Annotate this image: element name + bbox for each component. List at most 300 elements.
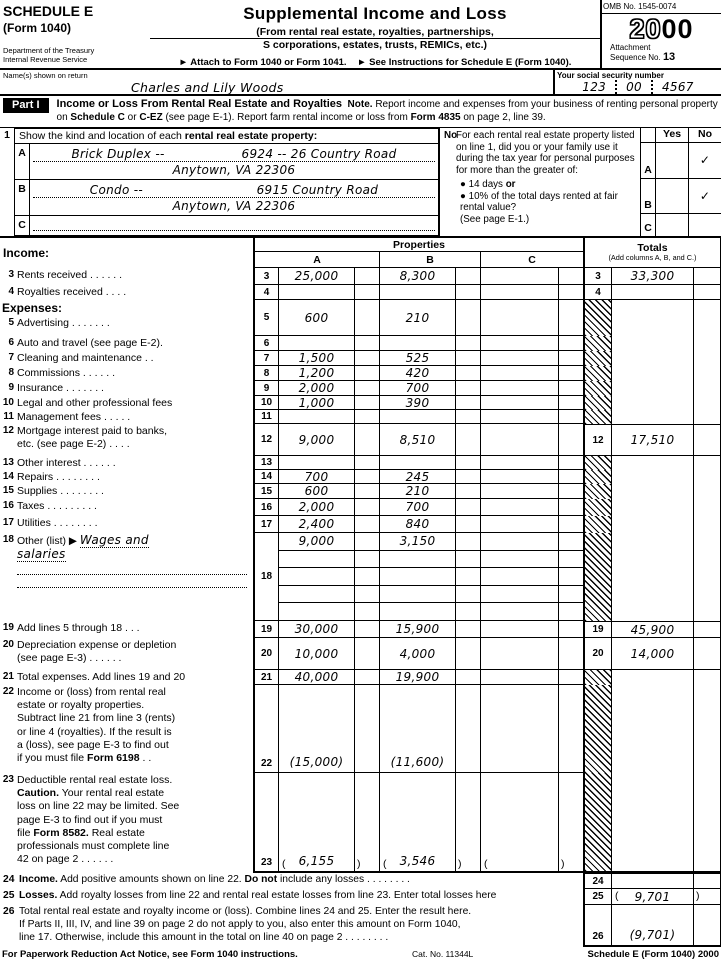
amount-cell-6-c[interactable] — [480, 336, 558, 351]
row-number-box-18: 18 — [253, 533, 278, 621]
cents-cell-8-c[interactable] — [558, 366, 583, 381]
line2-see-note: (See page E-1.) — [460, 213, 530, 225]
amount-cell-20-c[interactable] — [480, 638, 558, 670]
sub-cell[interactable] — [559, 551, 583, 569]
label-wrap — [0, 337, 253, 351]
sub-cell[interactable] — [559, 533, 583, 551]
amount-cell-20-total[interactable] — [612, 638, 693, 670]
cents-cell-18-b[interactable] — [455, 533, 480, 621]
cents-cell-21-b[interactable] — [455, 670, 480, 685]
amount-cell-19-total[interactable] — [612, 621, 693, 638]
totals-empty-cents-15 — [693, 484, 721, 499]
cents-cell-20-a[interactable] — [354, 638, 379, 670]
form-subtitle — [150, 26, 600, 51]
property-entry[interactable] — [30, 216, 438, 235]
value-8-b[interactable]: 420 — [405, 366, 430, 380]
amount-cell-22-a[interactable] — [278, 685, 354, 773]
property-kind[interactable]: Brick Duplex -- — [71, 146, 165, 161]
amount-cell-15-a[interactable] — [278, 484, 354, 499]
amount-cell-12-c[interactable] — [480, 424, 558, 456]
other-entry-blank[interactable] — [17, 575, 247, 588]
yes-cell-C[interactable] — [655, 214, 688, 236]
amount-cell-14-a[interactable] — [278, 470, 354, 484]
cents-cell-20-c[interactable] — [558, 638, 583, 670]
property-entry[interactable] — [30, 144, 438, 179]
sub-cell[interactable] — [481, 603, 558, 620]
yes-column-header: Yes — [655, 128, 688, 142]
sub-cell[interactable] — [380, 568, 455, 586]
value-17-b[interactable]: 840 — [405, 517, 430, 531]
label-segment: Total rental real estate and royalty income or (loss). Combine lines 24 and 25. Enter the result here. — [19, 906, 472, 917]
cents-cell-4-total[interactable] — [693, 285, 721, 300]
value-15-a[interactable]: 600 — [304, 484, 329, 498]
amount-cell-10-b[interactable] — [379, 396, 455, 410]
value-9-b[interactable]: 700 — [405, 381, 430, 395]
amount-cell-22-b[interactable] — [379, 685, 455, 773]
total-value-3[interactable]: 33,300 — [630, 269, 675, 283]
sub-cell[interactable] — [355, 568, 379, 586]
sub-cell[interactable] — [279, 568, 354, 586]
cents-cell-19-c[interactable] — [558, 621, 583, 638]
cents-cell-7-c[interactable] — [558, 351, 583, 366]
value-9-a[interactable]: 2,000 — [298, 381, 335, 395]
amount-cell-21-b[interactable] — [379, 670, 455, 685]
amount-cell-9-c[interactable] — [480, 381, 558, 396]
value-19-a[interactable]: 30,000 — [294, 622, 339, 636]
cents-cell-11-b[interactable] — [455, 410, 480, 424]
amount-cell-6-a[interactable] — [278, 336, 354, 351]
cents-cell-4-c[interactable] — [558, 285, 583, 300]
property-row-C — [15, 216, 438, 235]
amount-cell-16-c[interactable] — [480, 499, 558, 516]
expenses-heading: Expenses: — [2, 301, 63, 315]
name-value[interactable]: Charles and Lily Woods — [131, 80, 284, 95]
column-c-header[interactable]: C — [480, 252, 583, 268]
sub-cell[interactable] — [355, 603, 379, 620]
value-10-a[interactable]: 1,000 — [298, 396, 335, 410]
sub-cell[interactable] — [355, 551, 379, 569]
value-23-b[interactable]: 3,546 — [399, 854, 436, 868]
table-row-line-11 — [0, 410, 721, 424]
value-14-a[interactable]: 700 — [304, 470, 329, 484]
value-7-b[interactable]: 525 — [405, 351, 430, 365]
cents-cell-24-total[interactable] — [693, 873, 721, 889]
property-address-2[interactable] — [33, 198, 435, 216]
amount-cell-9-a[interactable] — [278, 381, 354, 396]
property-address-1[interactable]: 6924 -- 26 Country Road — [241, 146, 397, 161]
line2-bullets — [456, 179, 636, 214]
amount-cell-15-c[interactable] — [480, 484, 558, 499]
value-3-a[interactable]: 25,000 — [294, 269, 339, 283]
amount-cell-8-a[interactable] — [278, 366, 354, 381]
value-17-a[interactable]: 2,400 — [298, 517, 335, 531]
label-segment: Management fees . . . . . — [17, 411, 131, 423]
sub-cell[interactable] — [380, 586, 455, 604]
cents-cell-8-a[interactable] — [354, 366, 379, 381]
ssn-part-2[interactable]: 00 — [626, 80, 642, 94]
amount-cell-7-c[interactable] — [480, 351, 558, 366]
amount-cell-11-c[interactable] — [480, 410, 558, 424]
value-20-b[interactable]: 4,000 — [399, 646, 436, 661]
cents-cell-16-a[interactable] — [354, 499, 379, 516]
amount-cell-11-b[interactable] — [379, 410, 455, 424]
line1-area — [0, 128, 440, 236]
sub-cell[interactable] — [456, 586, 480, 604]
totals-empty-cents-6 — [693, 336, 721, 351]
sub-cell[interactable] — [456, 533, 480, 551]
property-address-2[interactable] — [33, 162, 435, 180]
totals-empty-15 — [612, 484, 693, 499]
printed-paren-close: ) — [357, 858, 361, 870]
sub-cell[interactable] — [559, 603, 583, 620]
amount-cell-23-a[interactable] — [278, 773, 354, 873]
sub-cell[interactable] — [481, 568, 558, 586]
cents-cell-7-a[interactable] — [354, 351, 379, 366]
cents-cell-13-a[interactable] — [354, 456, 379, 470]
cents-cell-17-c[interactable] — [558, 516, 583, 533]
label-segment: Subtract line 21 from line 3 (rents) — [17, 712, 176, 725]
amount-cell-20-a[interactable] — [278, 638, 354, 670]
label-wrap — [0, 774, 253, 873]
value-22-a[interactable]: (15,000) — [289, 755, 344, 769]
cents-cell-9-a[interactable] — [354, 381, 379, 396]
amount-cell-15-b[interactable] — [379, 484, 455, 499]
amount-cell-24-total[interactable] — [612, 873, 693, 889]
cents-cell-18-c[interactable] — [558, 533, 583, 621]
property-kind-location[interactable] — [33, 144, 435, 162]
column-a-header[interactable]: A — [253, 252, 379, 268]
cents-cell-16-c[interactable] — [558, 499, 583, 516]
sub-cell[interactable] — [481, 533, 558, 551]
amount-cell-21-c[interactable] — [480, 670, 558, 685]
value-5-b[interactable]: 210 — [405, 310, 430, 325]
cents-cell-10-c[interactable] — [558, 396, 583, 410]
part1-title: Income or Loss From Rental Real Estate and Royalties — [56, 98, 342, 110]
value-23-a[interactable]: 6,155 — [298, 854, 335, 868]
table-row-line-8 — [0, 366, 721, 381]
amount-cell-19-a[interactable] — [278, 621, 354, 638]
cents-cell-12-c[interactable] — [558, 424, 583, 456]
amount-cell-11-a[interactable] — [278, 410, 354, 424]
label-wrap — [0, 317, 253, 336]
cents-cell-3-total[interactable] — [693, 268, 721, 285]
cents-cell-7-b[interactable] — [455, 351, 480, 366]
sub-cell[interactable] — [559, 586, 583, 604]
value-16-a[interactable]: 2,000 — [298, 500, 335, 514]
amount-cell-10-c[interactable] — [480, 396, 558, 410]
value-14-b[interactable]: 245 — [405, 470, 430, 484]
totals-empty-8 — [612, 366, 693, 381]
cents-cell-6-b[interactable] — [455, 336, 480, 351]
amount-cell-18-a[interactable] — [278, 533, 354, 621]
amount-cell-25-total[interactable] — [612, 889, 693, 905]
cents-cell-22-a[interactable] — [354, 685, 379, 773]
cents-cell-19-a[interactable] — [354, 621, 379, 638]
amount-cell-8-c[interactable] — [480, 366, 558, 381]
amount-cell-17-c[interactable] — [480, 516, 558, 533]
cents-cell-16-b[interactable] — [455, 499, 480, 516]
part1-note-form4835: Form 4835 — [410, 112, 461, 123]
label-segment: Income. — [19, 874, 58, 885]
value-3-b[interactable]: 8,300 — [399, 269, 436, 283]
sub-cell[interactable] — [481, 586, 558, 604]
label-segment: Form 8582. — [33, 826, 89, 839]
cents-cell-10-b[interactable] — [455, 396, 480, 410]
cents-cell-5-b[interactable] — [455, 300, 480, 336]
amount-cell-4-c[interactable] — [480, 285, 558, 300]
table-row-line-15 — [0, 484, 721, 499]
cents-cell-15-b[interactable] — [455, 484, 480, 499]
cents-cell-14-a[interactable] — [354, 470, 379, 484]
cents-cell-23-b[interactable] — [455, 773, 480, 873]
amount-cell-3-total[interactable] — [612, 268, 693, 285]
cents-cell-23-c[interactable] — [558, 773, 583, 873]
value-5-a[interactable]: 600 — [304, 310, 329, 325]
amount-cell-4-total[interactable] — [612, 285, 693, 300]
amount-cell-9-b[interactable] — [379, 381, 455, 396]
cents-cell-4-a[interactable] — [354, 285, 379, 300]
value-12-a[interactable]: 9,000 — [298, 432, 335, 447]
property-entry-line-empty[interactable] — [33, 221, 435, 231]
cents-cell-14-c[interactable] — [558, 470, 583, 484]
other-entry-blank[interactable] — [17, 562, 247, 575]
amount-cell-10-a[interactable] — [278, 396, 354, 410]
property-address-2-text[interactable]: Anytown, VA 22306 — [172, 162, 296, 177]
cents-cell-15-c[interactable] — [558, 484, 583, 499]
no-cell-A[interactable] — [688, 143, 721, 178]
value-10-b[interactable]: 390 — [405, 396, 430, 410]
no-cell-B[interactable] — [688, 179, 721, 214]
value-19-b[interactable]: 15,900 — [395, 622, 440, 636]
part1-text — [57, 98, 718, 126]
cents-cell-3-c[interactable] — [558, 268, 583, 285]
sub-cell[interactable] — [456, 551, 480, 569]
amount-cell-12-total[interactable] — [612, 424, 693, 456]
amount-cell-26-total[interactable] — [612, 905, 693, 947]
cents-cell-25-total[interactable] — [693, 889, 721, 905]
totals-line-number: 25 — [583, 889, 612, 905]
amount-cell-19-b[interactable] — [379, 621, 455, 638]
total-value-26[interactable]: (9,701) — [629, 928, 676, 942]
amount-cell-22-c[interactable] — [480, 685, 558, 773]
cents-cell-4-b[interactable] — [455, 285, 480, 300]
amount-cell-7-b[interactable] — [379, 351, 455, 366]
subtitle-line-2: S corporations, estates, trusts, REMICs, etc.) — [262, 39, 488, 51]
total-value-20[interactable]: 14,000 — [630, 646, 675, 661]
total-value-25[interactable]: 9,701 — [634, 889, 671, 904]
cents-cell-22-c[interactable] — [558, 685, 583, 773]
total-value-12[interactable]: 17,510 — [630, 433, 675, 447]
no-cell-C[interactable] — [688, 214, 721, 236]
cents-cell-23-a[interactable] — [354, 773, 379, 873]
cents-cell-26-total[interactable] — [693, 905, 721, 947]
amount-cell-5-c[interactable] — [480, 300, 558, 336]
amount-cell-17-a[interactable] — [278, 516, 354, 533]
amount-cell-19-c[interactable] — [480, 621, 558, 638]
cents-cell-11-a[interactable] — [354, 410, 379, 424]
amount-cell-6-b[interactable] — [379, 336, 455, 351]
check-mark-icon: ✓ — [699, 153, 711, 168]
cents-cell-17-b[interactable] — [455, 516, 480, 533]
amount-cell-13-a[interactable] — [278, 456, 354, 470]
amount-cell-12-b[interactable] — [379, 424, 455, 456]
label-wrap — [0, 534, 253, 621]
cents-cell-3-a[interactable] — [354, 268, 379, 285]
value-20-a[interactable]: 10,000 — [294, 646, 339, 661]
table-header — [0, 238, 721, 268]
cents-cell-20-total[interactable] — [693, 638, 721, 670]
value-21-b[interactable]: 19,900 — [395, 670, 440, 684]
sub-cell[interactable] — [279, 533, 354, 551]
cents-cell-13-b[interactable] — [455, 456, 480, 470]
value-18-b[interactable]: 3,150 — [399, 534, 436, 549]
row-number-box-10: 10 — [253, 396, 278, 410]
cents-cell-12-b[interactable] — [455, 424, 480, 456]
sub-cell[interactable] — [559, 568, 583, 586]
other-entry-2[interactable]: salaries — [17, 547, 66, 562]
yes-cell-A[interactable] — [655, 143, 688, 178]
sub-cell[interactable] — [481, 551, 558, 569]
cents-cell-12-total[interactable] — [693, 424, 721, 456]
row-number-box-14: 14 — [253, 470, 278, 484]
amount-cell-8-b[interactable] — [379, 366, 455, 381]
amount-cell-16-b[interactable] — [379, 499, 455, 516]
cents-cell-9-b[interactable] — [455, 381, 480, 396]
totals-empty-cents-11 — [693, 410, 721, 424]
cents-cell-5-a[interactable] — [354, 300, 379, 336]
row-number-box-20: 20 — [253, 638, 278, 670]
property-kind[interactable]: Condo -- — [89, 182, 143, 197]
yes-cell-B[interactable] — [655, 179, 688, 214]
sub-cell[interactable] — [456, 568, 480, 586]
other-entry-1[interactable]: Wages and — [79, 533, 149, 547]
amount-cell-5-b[interactable] — [379, 300, 455, 336]
amount-cell-13-c[interactable] — [480, 456, 558, 470]
sub-cell[interactable] — [279, 551, 354, 569]
cents-cell-9-c[interactable] — [558, 381, 583, 396]
sub-cell[interactable] — [380, 603, 455, 620]
value-21-a[interactable]: 40,000 — [294, 670, 339, 684]
totals-empty-cents-8 — [693, 366, 721, 381]
totals-empty-cents-5 — [693, 300, 721, 336]
cents-cell-21-a[interactable] — [354, 670, 379, 685]
amount-cell-20-b[interactable] — [379, 638, 455, 670]
cents-cell-10-a[interactable] — [354, 396, 379, 410]
amount-cell-4-b[interactable] — [379, 285, 455, 300]
amount-cell-3-c[interactable] — [480, 268, 558, 285]
totals-hatch-9 — [583, 381, 612, 396]
cents-cell-14-b[interactable] — [455, 470, 480, 484]
ssn-part-3[interactable]: 4567 — [661, 80, 694, 94]
sub-cell[interactable] — [355, 586, 379, 604]
cents-cell-12-a[interactable] — [354, 424, 379, 456]
ssn-value[interactable] — [557, 80, 719, 94]
amount-cell-13-b[interactable] — [379, 456, 455, 470]
sub-cell[interactable] — [355, 533, 379, 551]
property-letter: C — [15, 216, 30, 235]
cents-cell-6-c[interactable] — [558, 336, 583, 351]
sub-cell[interactable] — [279, 603, 354, 620]
row-number-box-23: 23 — [253, 773, 278, 873]
property-address-2-text[interactable]: Anytown, VA 22306 — [172, 198, 296, 213]
value-18-a[interactable]: 9,000 — [298, 534, 335, 549]
label-segment: Rents received . . . . . . — [17, 269, 123, 281]
line-3-label — [0, 268, 253, 285]
table-row-line-20 — [0, 638, 721, 670]
cents-cell-19-total[interactable] — [693, 621, 721, 638]
amount-cell-7-a[interactable] — [278, 351, 354, 366]
cents-cell-15-a[interactable] — [354, 484, 379, 499]
cents-cell-20-b[interactable] — [455, 638, 480, 670]
sub-cell[interactable] — [279, 586, 354, 604]
line-number: 11 — [3, 411, 14, 422]
amount-cell-16-a[interactable] — [278, 499, 354, 516]
totals-hatch-5 — [583, 300, 612, 336]
ssn-part-1[interactable]: 123 — [582, 80, 607, 94]
cents-cell-8-b[interactable] — [455, 366, 480, 381]
value-15-b[interactable]: 210 — [405, 484, 430, 498]
yn-row-letter: B — [644, 199, 652, 211]
sequence-label: Sequence No. — [610, 52, 663, 62]
amount-cell-18-b[interactable] — [379, 533, 455, 621]
amount-cell-14-c[interactable] — [480, 470, 558, 484]
amount-cell-12-a[interactable] — [278, 424, 354, 456]
value-22-b[interactable]: (11,600) — [390, 755, 445, 769]
cents-cell-11-c[interactable] — [558, 410, 583, 424]
amount-cell-21-a[interactable] — [278, 670, 354, 685]
line-number: 4 — [8, 286, 14, 297]
totals-empty-23 — [612, 773, 693, 873]
label-text — [17, 517, 253, 533]
cents-cell-3-b[interactable] — [455, 268, 480, 285]
sub-cell[interactable] — [380, 533, 455, 551]
cents-cell-5-c[interactable] — [558, 300, 583, 336]
column-b-header[interactable]: B — [379, 252, 480, 268]
amount-cell-3-a[interactable] — [278, 268, 354, 285]
line-number: 5 — [8, 317, 14, 328]
property-entry[interactable] — [30, 180, 438, 215]
table-row-line-25 — [0, 889, 721, 905]
sub-cell[interactable] — [456, 603, 480, 620]
amount-cell-14-b[interactable] — [379, 470, 455, 484]
value-16-b[interactable]: 700 — [405, 500, 430, 514]
cents-cell-6-a[interactable] — [354, 336, 379, 351]
cents-cell-19-b[interactable] — [455, 621, 480, 638]
cents-cell-18-a[interactable] — [354, 533, 379, 621]
value-12-b[interactable]: 8,510 — [399, 432, 436, 447]
value-8-a[interactable]: 1,200 — [298, 366, 335, 380]
cents-cell-22-b[interactable] — [455, 685, 480, 773]
cents-cell-13-c[interactable] — [558, 456, 583, 470]
amount-cell-23-b[interactable] — [379, 773, 455, 873]
amount-cell-4-a[interactable] — [278, 285, 354, 300]
label-segment: Other interest . . . . . . — [17, 457, 116, 469]
value-7-a[interactable]: 1,500 — [298, 351, 335, 365]
amount-cell-5-a[interactable] — [278, 300, 354, 336]
amount-cell-17-b[interactable] — [379, 516, 455, 533]
property-address-1[interactable]: 6915 Country Road — [256, 182, 379, 197]
amount-cell-23-c[interactable] — [480, 773, 558, 873]
amount-cell-18-c[interactable] — [480, 533, 558, 621]
property-kind-location[interactable] — [33, 180, 435, 198]
cents-cell-21-c[interactable] — [558, 670, 583, 685]
cents-cell-17-a[interactable] — [354, 516, 379, 533]
line-number: 13 — [2, 457, 14, 468]
label-segment: Insurance . . . . . . . — [17, 382, 104, 394]
total-value-19[interactable]: 45,900 — [630, 622, 675, 637]
amount-cell-3-b[interactable] — [379, 268, 455, 285]
sub-cell[interactable] — [380, 551, 455, 569]
